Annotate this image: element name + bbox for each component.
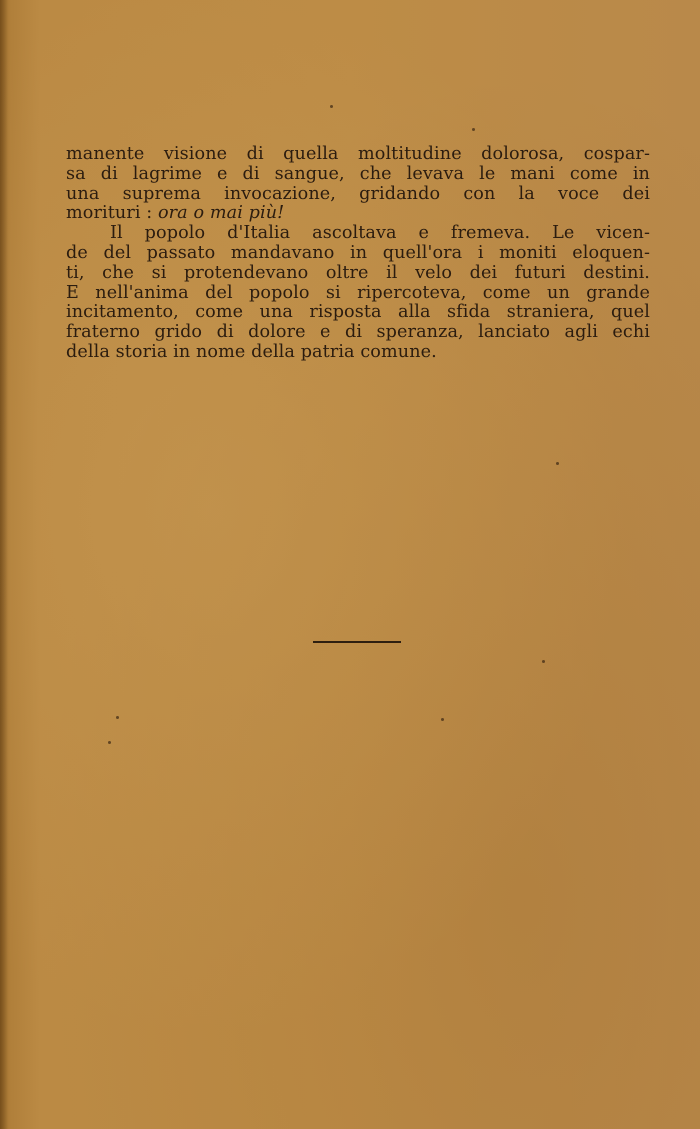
text-line: incitamento, come una risposta alla sfida straniera, quel bbox=[66, 302, 650, 323]
paper-speck bbox=[556, 462, 559, 465]
text-line: E nell'anima del popolo si ripercoteva, come un grande bbox=[66, 282, 650, 303]
paper-speck bbox=[116, 716, 119, 719]
text-line: fraterno grido di dolore e di speranza, lanciato agli echi bbox=[66, 322, 650, 343]
paper-speck bbox=[542, 660, 545, 663]
text-line: ti, che si protendevano oltre il velo dei futuri destini. bbox=[66, 262, 650, 283]
text-line: sa di lagrime e di sangue, che levava le mani come in bbox=[66, 163, 650, 184]
italic-phrase-o: o bbox=[187, 203, 210, 224]
paper-speck bbox=[441, 718, 444, 721]
text-line-start: morituri : bbox=[66, 203, 153, 224]
text-line: una suprema invocazione, gridando con la voce dei bbox=[66, 183, 650, 204]
text-line: della storia in nome della patria comune. bbox=[66, 341, 437, 362]
paper-speck bbox=[330, 105, 333, 108]
section-divider-rule bbox=[313, 641, 401, 643]
paper-speck bbox=[108, 741, 111, 744]
text-line: manente visione di quella moltitudine dolorosa, cospar- bbox=[66, 144, 650, 164]
text-line: de del passato mandavano in quell'ora i moniti eloquen- bbox=[66, 242, 650, 263]
body-text bbox=[66, 145, 650, 363]
page-edge-shadow bbox=[0, 0, 8, 1129]
text-line: Il popolo d'Italia ascoltava e fremeva. Le vicen- bbox=[110, 223, 650, 244]
text-line-closing bbox=[66, 204, 650, 224]
italic-phrase-mai-piu: mai più! bbox=[209, 203, 285, 224]
italic-phrase-ora: ora bbox=[157, 203, 188, 224]
paper-speck bbox=[472, 128, 475, 131]
